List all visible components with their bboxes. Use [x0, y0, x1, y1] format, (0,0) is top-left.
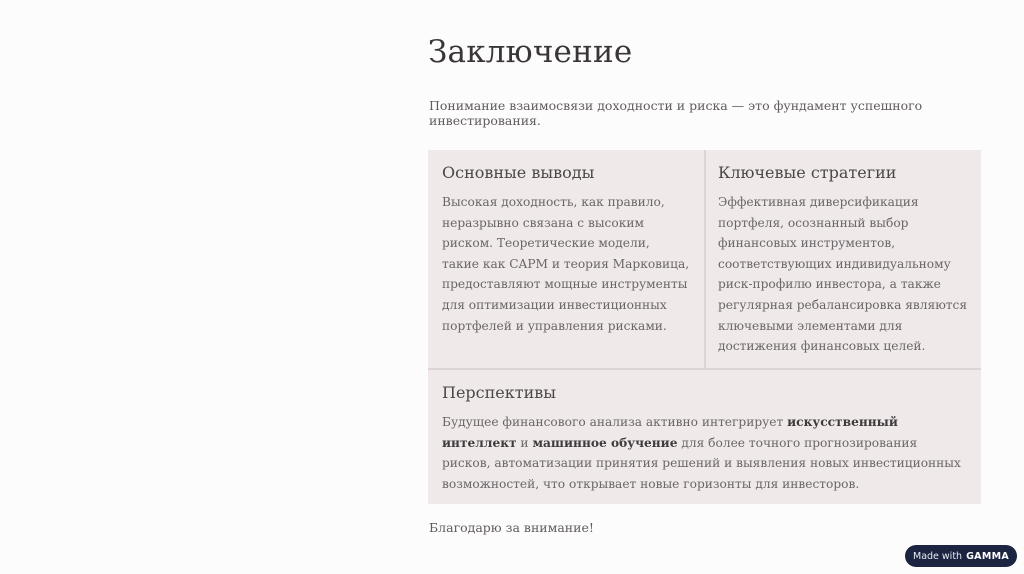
perspectives-text-1: Будущее финансового анализа активно интегрирует [442, 415, 788, 429]
page-subtitle: Понимание взаимосвязи доходности и риска — это фундамент успешного инвестирования. [429, 98, 923, 128]
perspectives-text-2: и [516, 435, 533, 450]
card-conclusions-heading: Основные выводы [442, 163, 595, 182]
card-perspectives [428, 370, 981, 504]
card-perspectives-heading: Перспективы [442, 383, 557, 402]
card-conclusions-text: Высокая доходность, как правило, неразрывно связана с высоким риском. Теоретические модели, такие как CAPM и теория Марковица, предоставляют мощные инструменты для оптимизации инвестиционных портфелей и управления рисками. [442, 195, 690, 333]
badge-prefix: Made with [913, 550, 963, 562]
perspectives-bold-ml: машинное обучение [532, 435, 678, 450]
card-strategies-text: Эффективная диверсификация портфеля, осознанный выбор финансовых инструментов, соответствующих индивидуальному риск-профилю инвестора, а также регулярная ребалансировка являются ключевыми элементами для достижения финансовых целей. [718, 195, 968, 354]
card-perspectives-text [442, 412, 967, 494]
thanks-text: Благодарю за внимание! [429, 520, 594, 535]
perspectives-bold-ai: искусственный интеллект [442, 415, 898, 450]
cards-grid [428, 150, 981, 504]
perspectives-text-3: для более точного прогнозирования рисков, автоматизации принятия решений и выявления новых инвестиционных возможностей, что открывает новые горизонты для инвесторов. [442, 435, 961, 491]
card-strategies-heading: Ключевые стратегии [718, 163, 897, 182]
card-conclusions [428, 150, 704, 368]
made-with-gamma-badge[interactable] [905, 545, 1017, 567]
gamma-logo: GAMMA [966, 550, 1009, 562]
page-title: Заключение [428, 34, 633, 70]
card-strategies [706, 150, 981, 368]
